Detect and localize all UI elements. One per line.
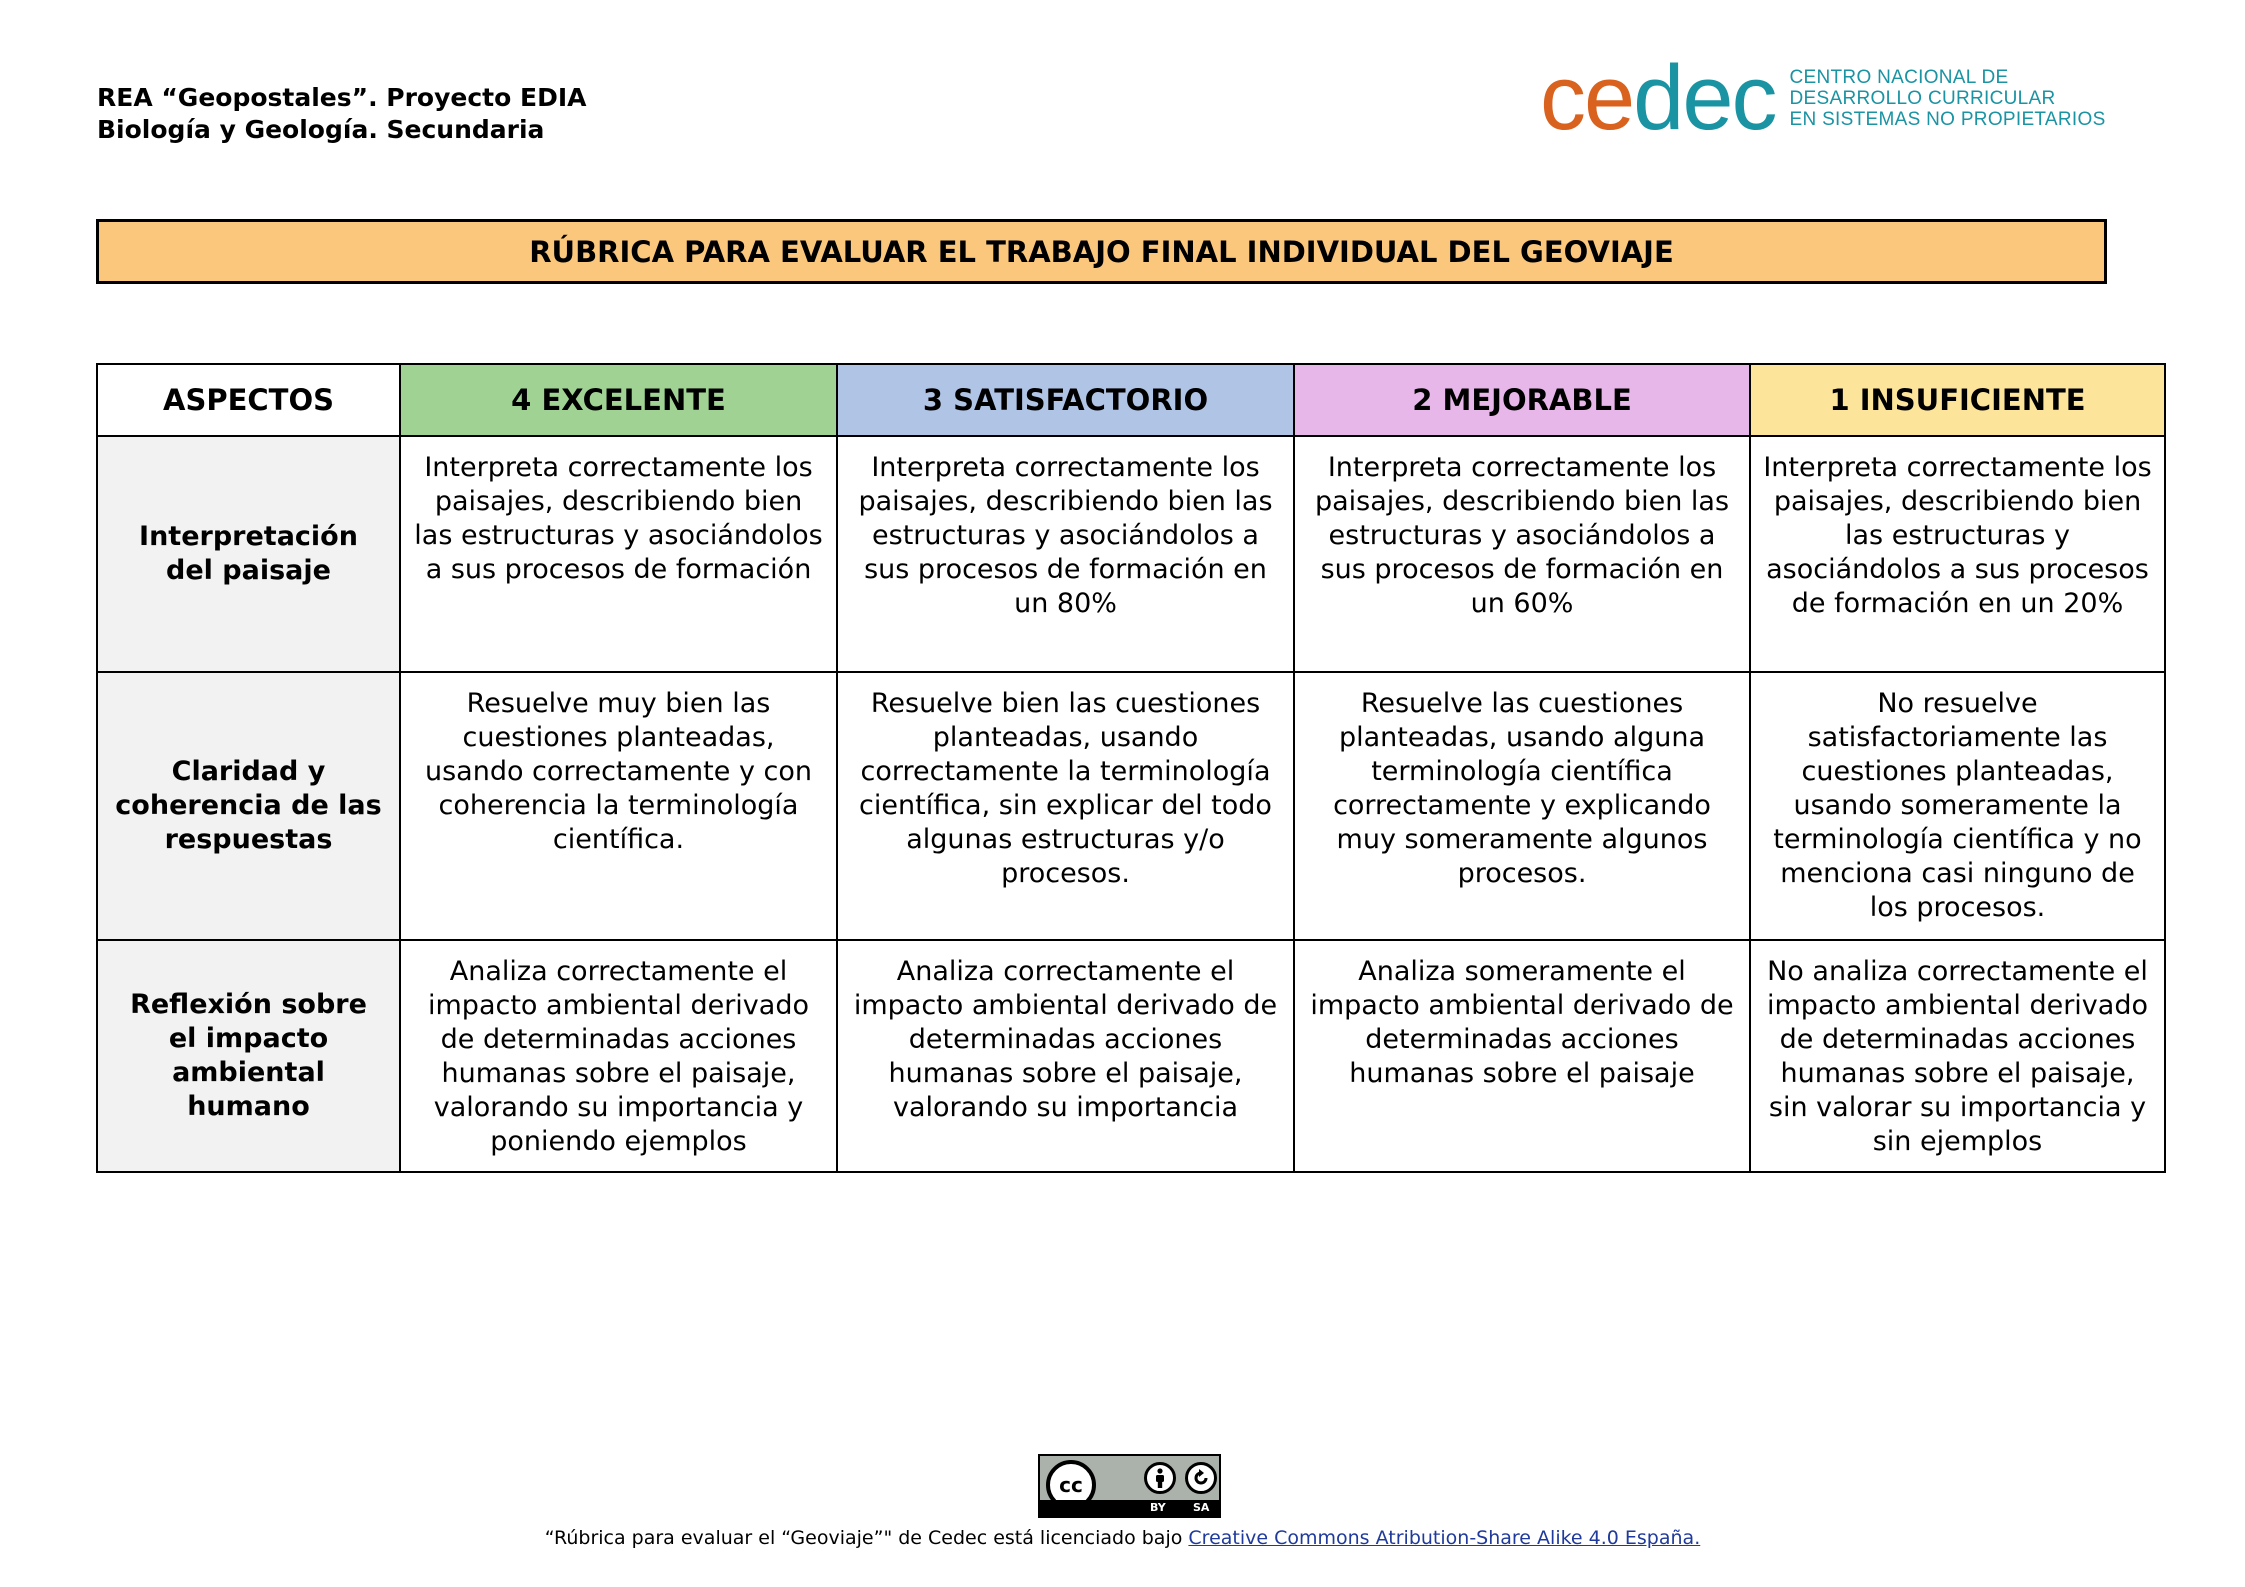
criteria-cell: Interpreta correctamente los paisajes, describiendo bien las estructuras y asociándolos a sus procesos de formación en un 20% [1750,436,2165,672]
table-row [97,436,2165,672]
aspect-cell: Interpretación del paisaje [97,436,400,672]
header-project-line: REA “Geopostales”. Proyecto EDIA [97,83,587,112]
header-insuficiente: 1 INSUFICIENTE [1750,364,2165,436]
criteria-cell: Resuelve las cuestiones planteadas, usando alguna terminología científica correctamente y explicando muy someramente algunos procesos. [1294,672,1750,940]
license-text: “Rúbrica para evaluar el “Geoviaje”" de Cedec está licenciado bajo [544,1527,1189,1549]
cedec-logo [1540,47,2106,149]
share-alike-icon [1185,1462,1217,1494]
table-row [97,672,2165,940]
license-link[interactable]: Creative Commons Atribution-Share Alike 4.0 España. [1188,1527,1701,1549]
criteria-cell: Interpreta correctamente los paisajes, describiendo bien las estructuras y asociándolos a sus procesos de formación en un 80% [837,436,1294,672]
share-alike-arrow-icon [1191,1468,1211,1488]
criteria-cell: Interpreta correctamente los paisajes, describiendo bien las estructuras y asociándolos a sus procesos de formación [400,436,837,672]
person-icon [1153,1468,1167,1488]
header-satisfactorio: 3 SATISFACTORIO [837,364,1294,436]
header-excelente: 4 EXCELENTE [400,364,837,436]
attribution-icon [1144,1462,1176,1494]
document-header [97,82,586,146]
rubric-table [96,363,2166,1173]
aspect-cell: Reflexión sobre el impacto ambiental humano [97,940,400,1172]
criteria-cell: No analiza correctamente el impacto ambiental derivado de determinadas acciones humanas sobre el paisaje, sin valorar su importancia y sin ejemplos [1750,940,2165,1172]
header-aspectos: ASPECTOS [97,364,400,436]
criteria-cell: No resuelve satisfactoriamente las cuestiones planteadas, usando someramente la terminología científica y no menciona casi ninguno de los procesos. [1750,672,2165,940]
table-header-row [97,364,2165,436]
cedec-logo-subtitle: CENTRO NACIONAL DE DESARROLLO CURRICULAR EN SISTEMAS NO PROPIETARIOS [1789,66,2106,130]
badge-sa-label: SA [1193,1501,1210,1514]
criteria-cell: Analiza correctamente el impacto ambiental derivado de determinadas acciones humanas sobre el paisaje, valorando su importancia y poniendo ejemplos [400,940,837,1172]
criteria-cell: Analiza someramente el impacto ambiental derivado de determinadas acciones humanas sobre el paisaje [1294,940,1750,1172]
table-row [97,940,2165,1172]
criteria-cell: Resuelve muy bien las cuestiones planteadas, usando correctamente y con coherencia la terminología científica. [400,672,837,940]
criteria-cell: Interpreta correctamente los paisajes, describiendo bien las estructuras y asociándolos a sus procesos de formación en un 60% [1294,436,1750,672]
header-mejorable: 2 MEJORABLE [1294,364,1750,436]
badge-by-label: BY [1150,1501,1166,1514]
aspect-cell: Claridad y coherencia de las respuestas [97,672,400,940]
rubric-title: RÚBRICA PARA EVALUAR EL TRABAJO FINAL INDIVIDUAL DEL GEOVIAJE [96,219,2107,284]
cedec-logo-wordmark: cedec [1540,47,1776,149]
criteria-cell: Analiza correctamente el impacto ambiental derivado de determinadas acciones humanas sobre el paisaje, valorando su importancia [837,940,1294,1172]
criteria-cell: Resuelve bien las cuestiones planteadas, usando correctamente la terminología científica, sin explicar del todo algunas estructuras y/o procesos. [837,672,1294,940]
license-footer [0,1527,2245,1549]
header-subject-line: Biología y Geología. Secundaria [97,115,545,144]
cc-icon: cc [1046,1460,1096,1510]
cc-license-badge[interactable] [1038,1454,1221,1518]
